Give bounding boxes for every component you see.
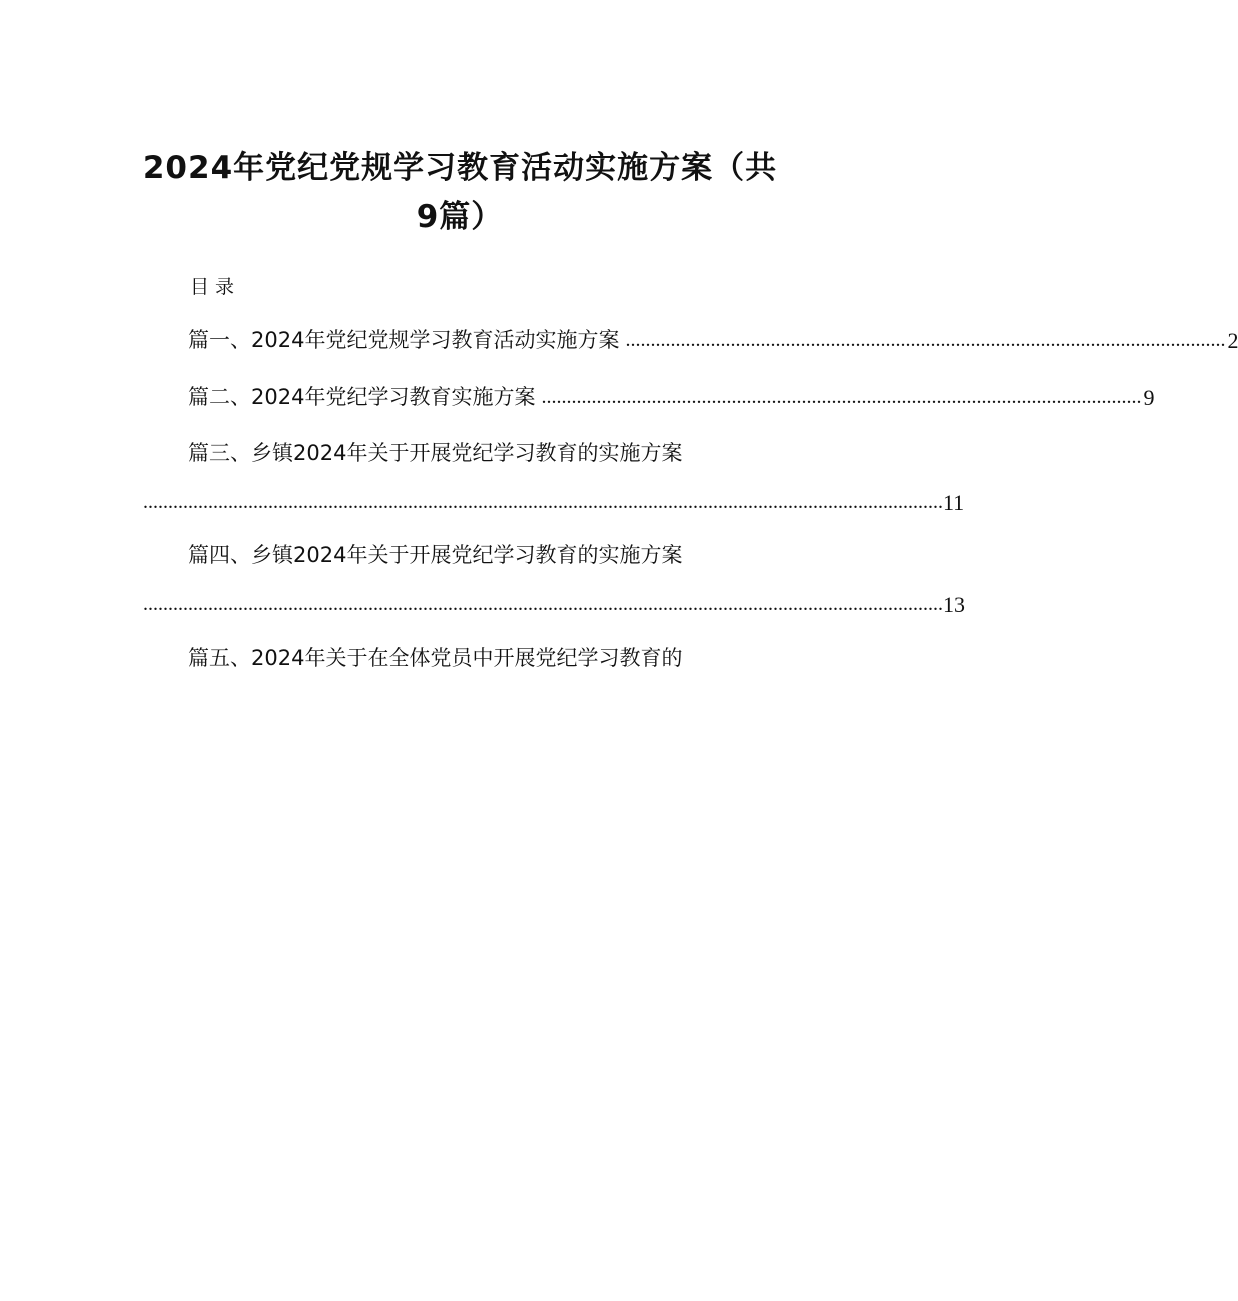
toc-dot-leader: ................................................................................................................................................................ bbox=[143, 491, 943, 513]
toc-page-number: 9 bbox=[1143, 385, 1155, 410]
toc-dot-leader: ........................................................................................................................ bbox=[541, 386, 1142, 408]
toc-entry-4-leader bbox=[143, 588, 965, 618]
toc-entry-3[interactable]: 篇三、乡镇2024年关于开展党纪学习教育的实施方案 bbox=[188, 441, 683, 465]
document-title-line-1: 2024年党纪党规学习教育活动实施方案（共 bbox=[142, 150, 778, 186]
toc-dot-leader: ........................................................................................................................ bbox=[625, 329, 1226, 351]
toc-entry-5[interactable]: 篇五、2024年关于在全体党员中开展党纪学习教育的 bbox=[188, 646, 683, 670]
toc-page-number: 11 bbox=[943, 490, 965, 515]
toc-entry-label: 篇二、2024年党纪学习教育实施方案 bbox=[188, 385, 536, 409]
toc-entry-1[interactable] bbox=[188, 322, 1238, 354]
toc-page-number: 13 bbox=[943, 592, 965, 617]
toc-entry-2[interactable] bbox=[188, 379, 1155, 411]
toc-heading: 目录 bbox=[190, 276, 241, 298]
toc-entry-3-leader bbox=[143, 486, 965, 516]
toc-entry-4[interactable]: 篇四、乡镇2024年关于开展党纪学习教育的实施方案 bbox=[188, 543, 683, 567]
document-title-line-2: 9篇） bbox=[416, 199, 504, 235]
toc-dot-leader: ................................................................................................................................................................ bbox=[143, 593, 943, 615]
toc-entry-label: 篇一、2024年党纪党规学习教育活动实施方案 bbox=[188, 328, 620, 352]
toc-page-number: 2 bbox=[1227, 328, 1238, 353]
